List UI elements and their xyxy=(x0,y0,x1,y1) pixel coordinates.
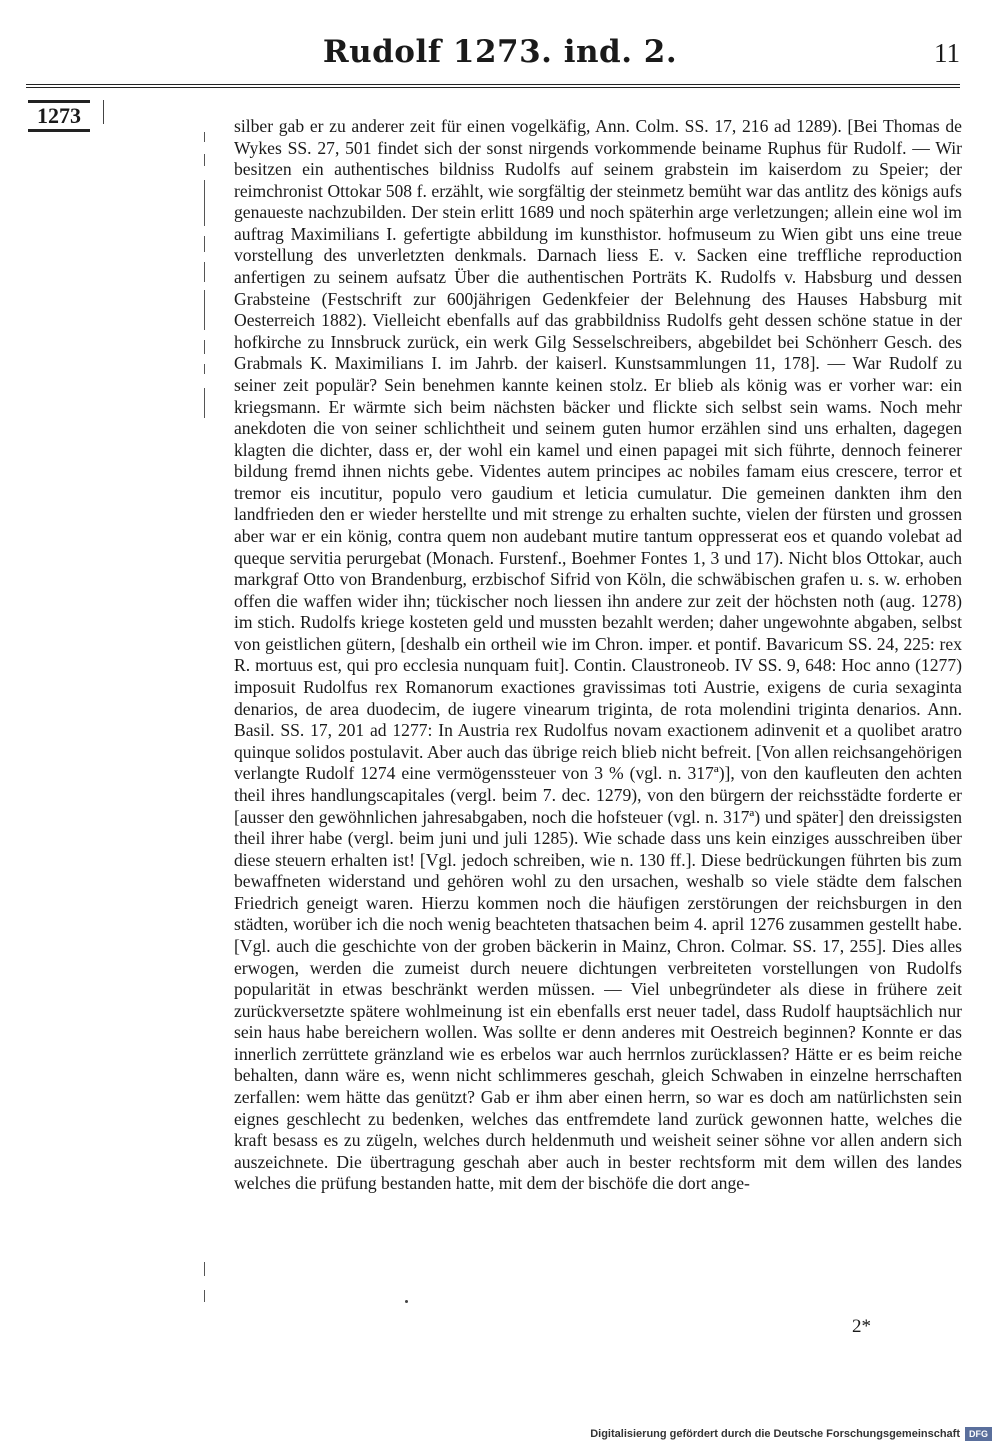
margin-mark xyxy=(204,132,205,142)
page-title: Rudolf 1273. ind. 2. xyxy=(322,34,678,70)
header-rule xyxy=(26,84,960,88)
dfg-logo: DFG xyxy=(965,1427,992,1441)
margin-mark xyxy=(204,180,205,226)
margin-mark xyxy=(204,364,205,374)
footer-text: Digitalisierung gefördert durch die Deutsche Forschungsgemeinschaft xyxy=(590,1428,960,1440)
margin-mark xyxy=(204,262,205,282)
ink-dot xyxy=(405,1300,408,1303)
body-paragraph: silber gab er zu anderer zeit für einen vogelkäfig, Ann. Colm. SS. 17, 216 ad 1289). [Bei Thomas de Wykes SS. 27, 501 findet sich der sonst nirgends vorkommende beiname Ruphus für Rudolf. — Wir besitzen ein authentisches bildniss Rudolfs auf seinem grabstein im kaiserdom zu Speier; der reimchronist Ottokar 508 f. erzählt, wie sorgfältig der steinmetz bemüht war das antlitz des königs aufs genaueste nachzubilden. Der stein erlitt 1689 und noch späterhin arge verletzungen; allein eine wol im auftrag Maximilians I. gefertigte abbildung im kunsthistor. hofmuseum zu Wien gibt uns eine treue vorstellung des unverletzten denkmals. Darnach liess E. v. Sacken eine treffliche reproduction anfertigen zu seinem aufsatz Über die authentischen Porträts K. Rudolfs v. Habsburg und dessen Grabsteine (Festschrift zur 600jährigen Gedenkfeier der Belehnung des Hauses Habsburg mit Oesterreich 1882). Vielleicht ebenfalls auf das grabbildniss Rudolfs geht dessen schöne statue in der hofkirche zu Innsbruck zurück, ein werk Gilg Sesselschreibers, abgebildet bei Schönherr Gesch. des Grabmals K. Maximilians I. im Jahrb. der kaiserl. Kunstsammlungen 11, 178]. — War Rudolf zu seiner zeit populär? Sein benehmen kannte keinen stolz. Er blieb als könig was er vorher war: ein kriegsmann. Er wärmte sich beim nächsten bäcker und flickte sich selbst sein wams. Noch mehr anekdoten die von seiner schlichtheit und seinem guten humor erzählen sind uns erhalten, dagegen klagten die dichter, dass er, der wohl ein kamel und einen papagei mit sich führte, dennoch feinerer bildung fremd ihnen nichts gebe. Videntes autem principes ac nobiles famam eius crescere, terror et tremor eis incutitur, populo vero gaudium et leticia cumulatur. Die gemeinen dankten ihm den landfrieden den er wieder herstellte und mit strenge zu erhalten suchte, vielen der fürsten und grossen aber war er ein könig, contra quem non audebant mutire tantum oppresserat eos et quando volebat ad queque servitia perurgebat (Monach. Furstenf., Boehmer Fontes 1, 3 und 17). Nicht blos Ottokar, auch markgraf Otto von Brandenburg, erzbischof Sifrid von Köln, die schwäbischen grafen u. s. w. erhoben offen die waffen wider ihn; tückischer noch liessen ihn andere zur zeit der höchsten noth (aug. 1278) im stich. Rudolfs kriege kosteten geld und mussten bezahlt werden; daher ungewohnte abgaben, selbst von geistlichen gütern, [deshalb ein ortheil wie im Chron. imper. et pontif. Bavaricum SS. 24, 225: rex R. mortuus est, qui pro ecclesia nunquam fuit]. Contin. Claustroneob. IV SS. 9, 648: Hoc anno (1277) imposuit Rudolfus rex Romanorum exactiones gravissimas toti Austrie, exigens de curia sexaginta denarios, de area duodecim, de iugere vinearum triginta, de rota molendini triginta denarios. Ann. Basil. SS. 17, 201 ad 1277: In Austria rex Rudolfus novam exactionem adinvenit et a quolibet aratro quinque solidos postulavit. Aber auch das übrige reich blieb nicht befreit. [Von allen reichsangehörigen verlangte Rudolf 1274 eine vermögenssteuer von 3 % (vgl. n. 317ª)], von den kaufleuten den achten theil ihres handlungscapitales (vergl. beim 7. dec. 1279), von den bürgern der reichsstädte forderte er [ausser den gewöhnlichen jahresabgaben, noch die hofsteuer (vgl. n. 317ª) und später] den dreissigsten theil ihrer habe (vergl. beim juni und juli 1285). Wie schade dass uns kein einziges ausschreiben über diese steuern erhalten ist! [Vgl. jedoch schreiben, wie n. 130 ff.]. Diese bedrückungen führten bis zum bewaffneten widerstand und gehören wohl zu den ursachen, weshalb so viele städte dem falschen Friedrich geneigt waren. Hierzu kommen noch die häufigen zerstörungen der reichsburgen in den städten, worüber ich die noch wenig beachteten thatsachen beim 4. april 1276 zusammen gestellt habe. [Vgl. auch die geschichte von der groben bäckerin in Mainz, Chron. Colmar. SS. 17, 255]. Dies alles erwogen, werden die zumeist durch neuere dichtungen verbreiteten vorstellungen von Rudolfs popularität in etwas beschränkt werden müssen. — Viel unbegründeter als diese in frühere zeit zurückversetzte spätere wohlmeinung ist ein ebenfalls erst neuer tadel, dass Rudolf hauptsächlich nur sein haus habe bereichern wollen. Was sollte er denn anderes mit Oestreich beginnen? Konnte er das innerlich zerrüttete gränzland wie es erbelos war auch herrnlos zurücklassen? Hätte er es beim reiche behalten, dann wäre es, wenn nicht schlimmeres geschah, gleich Schwaben in einzelne herrschaften zerfallen: wem hätte das genützt? Gab er ihm aber einen herrn, so war es doch am natürlichsten sein eignes geschlecht zu bedenken, welches das entfremdete land zurück gewonnen hatte, welches die kraft besass es zu zügeln, welches durch heldenmuth und weisheit seiner söhne vor allen andern sich auszeichnete. Die übertragung geschah aber auch in bester rechtsform mit dem willen des landes welches die prüfung bestanden hatte, mit dem der bischöfe die dort ange- xyxy=(234,116,962,1194)
margin-mark xyxy=(204,1290,205,1302)
page-number: 11 xyxy=(934,38,960,68)
signature-mark: 2* xyxy=(852,1316,871,1337)
margin-mark xyxy=(204,154,205,166)
margin-mark xyxy=(204,388,205,418)
margin-mark xyxy=(204,290,205,330)
margin-line xyxy=(103,100,104,124)
margin-mark xyxy=(204,236,205,252)
margin-mark xyxy=(204,1262,205,1276)
margin-year: 1273 xyxy=(28,100,90,132)
body-text xyxy=(234,116,962,1195)
footer xyxy=(590,1425,992,1443)
margin-mark xyxy=(204,340,205,354)
